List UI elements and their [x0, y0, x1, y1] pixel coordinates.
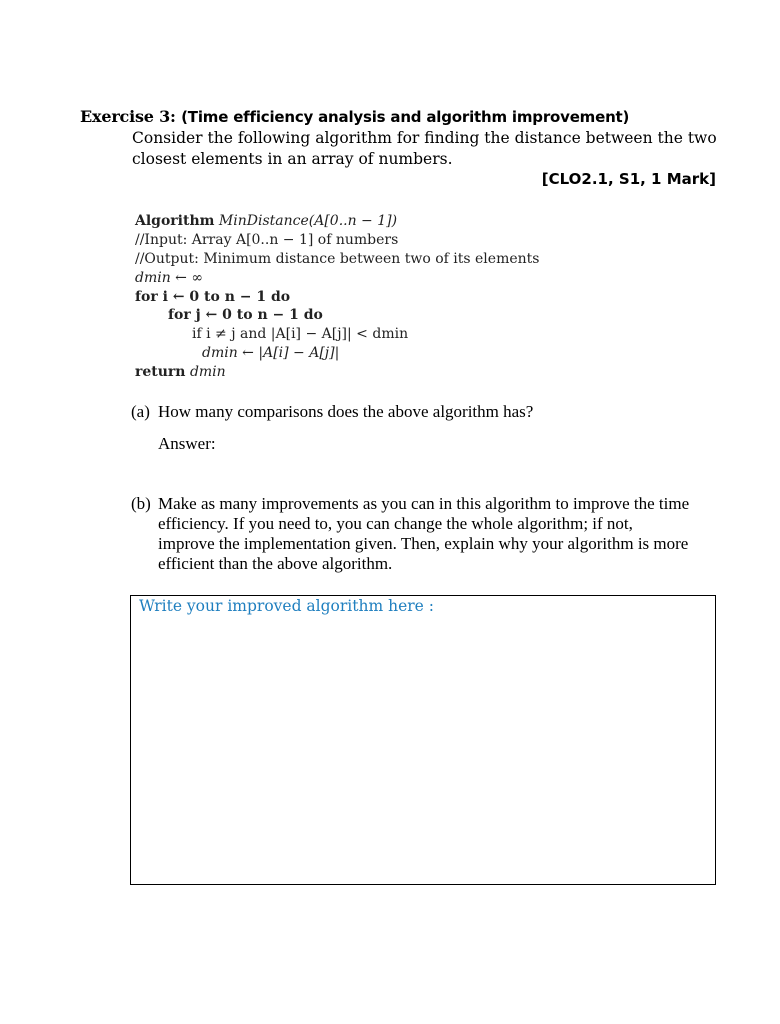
return-value: dmin — [189, 364, 226, 381]
question-a-label: (a) — [131, 402, 150, 421]
return-keyword: return — [135, 364, 186, 381]
question-b-line-2: efficiency. If you need to, you can change the whole algorithm; if not, — [158, 514, 633, 533]
exercise-intro — [132, 128, 722, 170]
algorithm-init: dmin ← ∞ — [135, 269, 204, 286]
algorithm-assign: dmin ← |A[i] − A[j]| — [202, 345, 340, 362]
question-b-text — [158, 494, 728, 574]
algorithm-outer-loop: for i ← 0 to n − 1 do — [135, 288, 291, 305]
answer-box-placeholder: Write your improved algorithm here : — [139, 597, 434, 615]
algorithm-block — [135, 212, 539, 382]
algorithm-keyword: Algorithm — [135, 213, 215, 229]
question-b-line-1: Make as many improvements as you can in this algorithm to improve the time — [158, 494, 690, 513]
algorithm-if: if i ≠ j and |A[i] − A[j]| < dmin — [192, 326, 409, 343]
algorithm-output-comment: //Output: Minimum distance between two of its elements — [135, 250, 540, 267]
clo-marks: [CLO2.1, S1, 1 Mark] — [541, 170, 716, 188]
algorithm-header — [135, 212, 539, 231]
improved-algorithm-answer-box[interactable] — [130, 595, 716, 885]
question-b-label: (b) — [131, 494, 151, 513]
question-b-line-3: improve the implementation given. Then, explain why your algorithm is more — [158, 534, 689, 553]
exercise-heading — [80, 107, 629, 126]
algorithm-signature: MinDistance(A[0..n − 1]) — [218, 213, 398, 229]
question-a-text: How many comparisons does the above algorithm has? — [158, 402, 534, 421]
intro-line-1: Consider the following algorithm for finding the distance between the two — [132, 129, 717, 147]
algorithm-input-comment: //Input: Array A[0..n − 1] of numbers — [135, 231, 399, 248]
question-a-answer-label: Answer: — [158, 434, 216, 453]
exercise-subtitle: (Time efficiency analysis and algorithm improvement) — [181, 108, 630, 126]
algorithm-inner-loop: for j ← 0 to n − 1 do — [168, 307, 323, 324]
question-b-line-4: efficient than the above algorithm. — [158, 554, 393, 573]
intro-line-2: closest elements in an array of numbers. — [132, 150, 453, 168]
exercise-label: Exercise 3: — [80, 107, 176, 126]
algorithm-return — [135, 363, 539, 382]
